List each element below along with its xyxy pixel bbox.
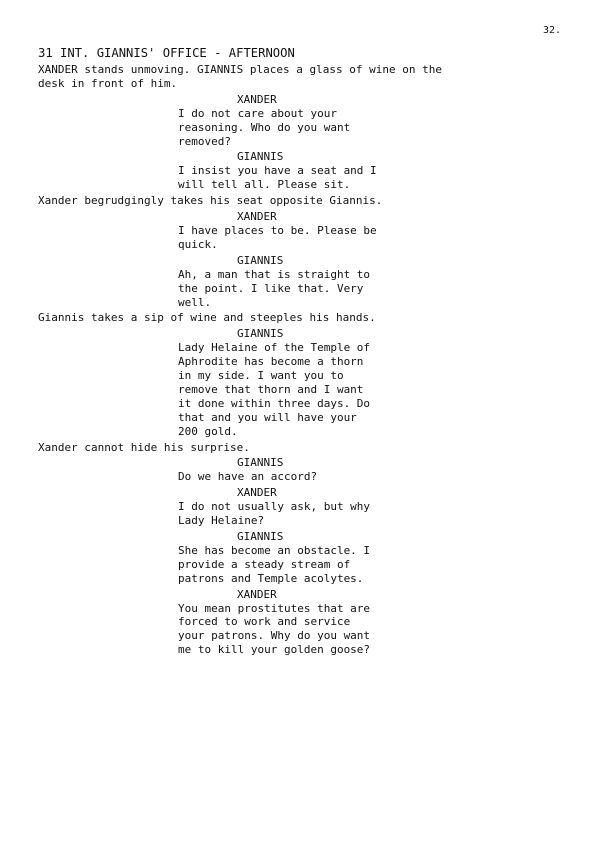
dialogue-block [38, 470, 578, 484]
dialogue-line: remove that thorn and I want [178, 382, 364, 396]
dialogue-line: reasoning. Who do you want [178, 120, 351, 134]
dialogue-block [38, 544, 578, 586]
dialogue-line: quick. [178, 237, 218, 251]
character-cue: GIANNIS [237, 530, 284, 543]
action-paragraph [38, 441, 578, 455]
scene-heading: 31 INT. GIANNIS' OFFICE - AFTERNOON [38, 46, 295, 60]
action-paragraph [38, 63, 578, 91]
character-cue: GIANNIS [237, 327, 284, 341]
page-number: 32. [543, 25, 562, 36]
dialogue-line: it done within three days. Do [178, 396, 371, 410]
character-cue: XANDER [237, 587, 277, 601]
character-cue: GIANNIS [237, 456, 284, 470]
dialogue-line: I have places to be. Please be [178, 223, 377, 237]
dialogue-line: Lady Helaine? [178, 514, 265, 528]
dialogue-line: the point. I like that. Very [178, 281, 364, 295]
dialogue-line: 200 gold. [178, 424, 238, 438]
action-line: desk in front of him. [38, 76, 178, 90]
action-line: Xander cannot hide his surprise. [38, 440, 250, 454]
dialogue-line: in my side. I want you to [178, 369, 344, 383]
action-line: Giannis takes a sip of wine and steeples his hands. [38, 311, 376, 325]
dialogue-line: Do we have an accord? [178, 470, 318, 484]
dialogue-line: provide a steady stream of [178, 557, 351, 571]
dialogue-line: Ah, a man that is straight to [178, 267, 371, 281]
dialogue-block [38, 268, 578, 310]
dialogue-line: I insist you have a seat and I [178, 164, 377, 178]
character-cue: XANDER [237, 210, 277, 224]
dialogue-line: She has become an obstacle. I [178, 543, 371, 557]
character-cue: XANDER [237, 486, 277, 500]
action-line: Xander begrudgingly takes his seat opposite Giannis. [38, 194, 383, 208]
character-cue: GIANNIS [237, 150, 284, 164]
dialogue-line: Aphrodite has become a thorn [178, 355, 364, 369]
action-paragraph [38, 194, 578, 208]
dialogue-block [38, 602, 578, 658]
dialogue-line: I do not usually ask, but why [178, 500, 371, 514]
dialogue-line: I do not care about your [178, 106, 337, 120]
script-body [38, 63, 578, 659]
dialogue-line: me to kill your golden goose? [178, 643, 371, 657]
dialogue-block [38, 341, 578, 438]
dialogue-line: You mean prostitutes that are [178, 601, 371, 615]
dialogue-line: your patrons. Why do you want [178, 629, 371, 643]
dialogue-line: well. [178, 295, 212, 309]
action-paragraph [38, 311, 578, 325]
dialogue-block [38, 164, 578, 192]
dialogue-line: will tell all. Please sit. [178, 178, 351, 192]
dialogue-line: that and you will have your [178, 410, 357, 424]
action-line: XANDER stands unmoving. GIANNIS places a glass of wine on the [38, 63, 442, 76]
dialogue-line: patrons and Temple acolytes. [178, 571, 364, 585]
dialogue-line: removed? [178, 134, 231, 148]
dialogue-line: Lady Helaine of the Temple of [178, 341, 371, 355]
dialogue-line: forced to work and service [178, 615, 351, 629]
dialogue-block [38, 107, 578, 149]
dialogue-block [38, 224, 578, 252]
dialogue-block [38, 500, 578, 528]
character-cue: XANDER [237, 92, 277, 106]
character-cue: GIANNIS [237, 253, 284, 267]
